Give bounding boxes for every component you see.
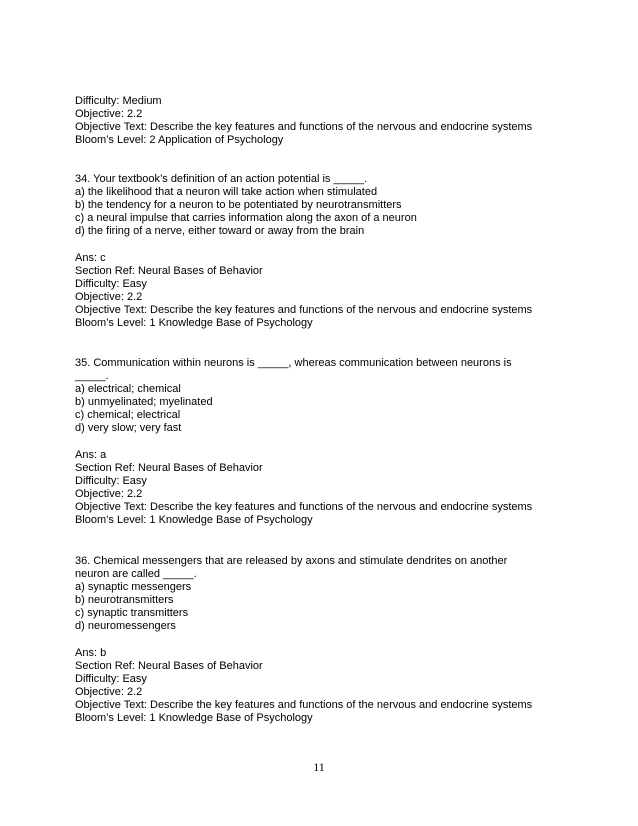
- blooms-level-line: Bloom’s Level: 1 Knowledge Base of Psychology: [75, 514, 313, 526]
- objective-line: Objective: 2.2: [75, 108, 143, 120]
- blooms-level-line: Bloom’s Level: 1 Knowledge Base of Psychology: [75, 317, 313, 329]
- option-d: d) very slow; very fast: [75, 422, 182, 434]
- option-c: c) chemical; electrical: [75, 409, 181, 421]
- objective-text-line: Objective Text: Describe the key features and functions of the nervous and endocrine systems: [75, 699, 533, 711]
- difficulty-line: Difficulty: Easy: [75, 278, 147, 290]
- difficulty-line: Difficulty: Easy: [75, 673, 147, 685]
- blooms-level-line: Bloom’s Level: 2 Application of Psychology: [75, 134, 284, 146]
- option-b: b) neurotransmitters: [75, 594, 174, 606]
- difficulty-line: Difficulty: Easy: [75, 475, 147, 487]
- option-c: c) synaptic transmitters: [75, 607, 189, 619]
- option-a: a) the likelihood that a neuron will take action when stimulated: [75, 186, 378, 198]
- question-stem: 36. Chemical messengers that are released by axons and stimulate dendrites on another: [75, 555, 508, 567]
- section-ref-line: Section Ref: Neural Bases of Behavior: [75, 265, 263, 277]
- option-a: a) electrical; chemical: [75, 383, 181, 395]
- question-stem-continued: _____.: [75, 370, 109, 382]
- option-d: d) neuromessengers: [75, 620, 176, 632]
- answer-line: Ans: b: [75, 647, 107, 659]
- objective-line: Objective: 2.2: [75, 291, 143, 303]
- objective-line: Objective: 2.2: [75, 686, 143, 698]
- option-d: d) the firing of a nerve, either toward or away from the brain: [75, 225, 365, 237]
- option-b: b) the tendency for a neuron to be potentiated by neurotransmitters: [75, 199, 402, 211]
- question-stem: 34. Your textbook’s definition of an action potential is _____.: [75, 173, 368, 185]
- option-c: c) a neural impulse that carries information along the axon of a neuron: [75, 212, 417, 224]
- question-stem-continued: neuron are called _____.: [75, 568, 197, 580]
- objective-text-line: Objective Text: Describe the key features and functions of the nervous and endocrine systems: [75, 304, 533, 316]
- answer-line: Ans: a: [75, 449, 107, 461]
- objective-text-line: Objective Text: Describe the key features and functions of the nervous and endocrine systems: [75, 121, 533, 133]
- page-number: 11: [313, 760, 325, 774]
- section-ref-line: Section Ref: Neural Bases of Behavior: [75, 462, 263, 474]
- objective-line: Objective: 2.2: [75, 488, 143, 500]
- option-b: b) unmyelinated; myelinated: [75, 396, 213, 408]
- objective-text-line: Objective Text: Describe the key features and functions of the nervous and endocrine systems: [75, 501, 533, 513]
- section-ref-line: Section Ref: Neural Bases of Behavior: [75, 660, 263, 672]
- option-a: a) synaptic messengers: [75, 581, 192, 593]
- difficulty-line: Difficulty: Medium: [75, 95, 162, 107]
- blooms-level-line: Bloom’s Level: 1 Knowledge Base of Psychology: [75, 712, 313, 724]
- question-stem: 35. Communication within neurons is _____, whereas communication between neurons is: [75, 357, 512, 369]
- answer-line: Ans: c: [75, 252, 106, 264]
